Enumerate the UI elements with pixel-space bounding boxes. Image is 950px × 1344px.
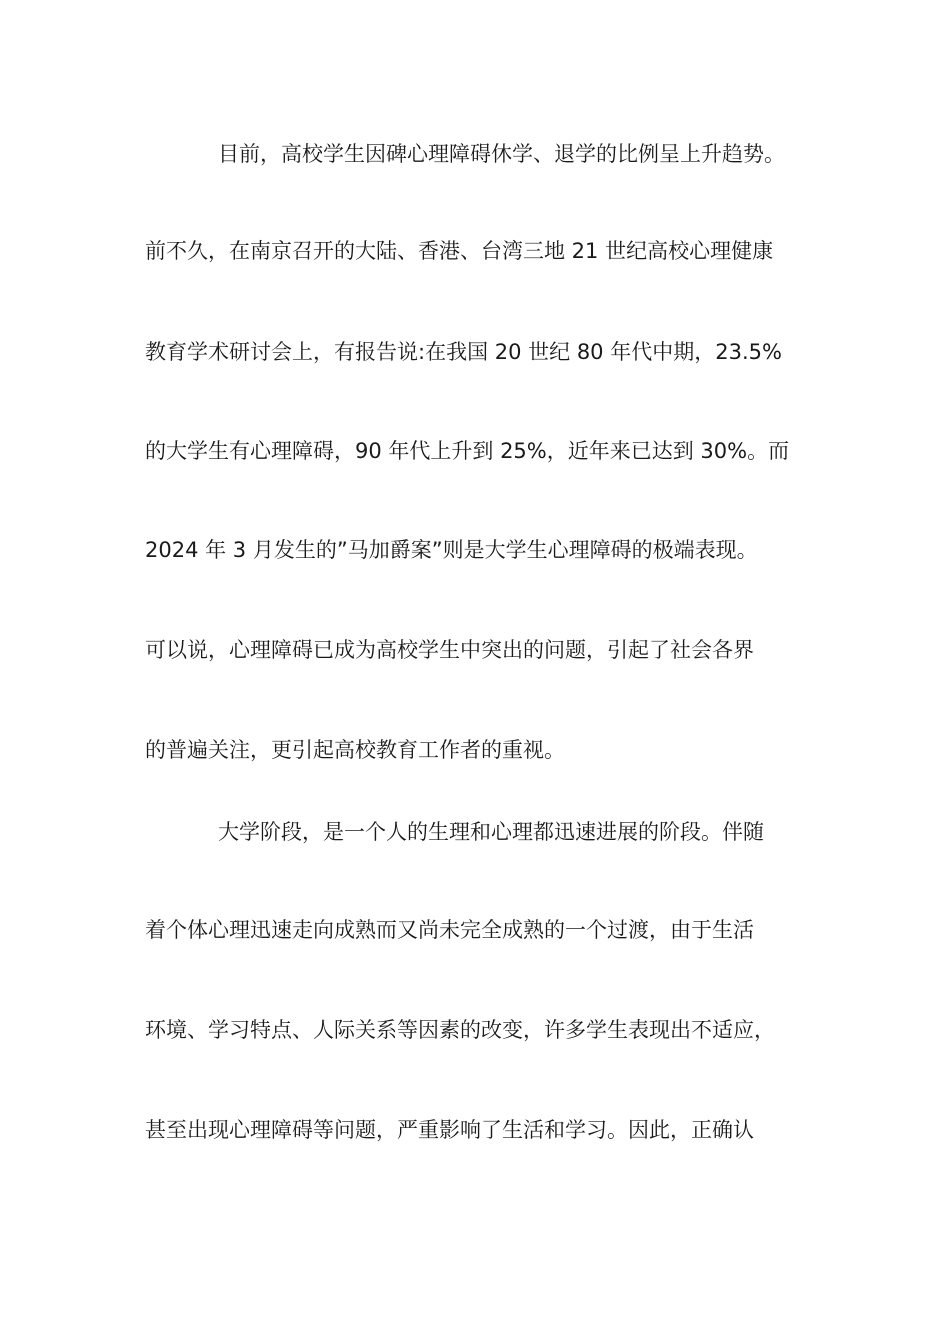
paragraph-1-line-7: 的普遍关注，更引起高校教育工作者的重视。 <box>145 738 565 762</box>
paragraph-1-line-6: 可以说，心理障碍已成为高校学生中突出的问题，引起了社会各界 <box>145 638 754 662</box>
paragraph-1-line-5: 2024 年 3 月发生的”马加爵案”则是大学生心理障碍的极端表现。 <box>145 538 758 562</box>
paragraph-1-line-1: 目前，高校学生因碑心理障碍休学、退学的比例呈上升趋势。 <box>218 142 785 166</box>
paragraph-2-line-4: 甚至出现心理障碍等问题，严重影响了生活和学习。因此，正确认 <box>145 1118 754 1142</box>
paragraph-2-line-1: 大学阶段，是一个人的生理和心理都迅速进展的阶段。伴随 <box>218 820 764 844</box>
paragraph-1-line-2: 前不久，在南京召开的大陆、香港、台湾三地 21 世纪高校心理健康 <box>145 239 774 263</box>
paragraph-1-line-4: 的大学生有心理障碍，90 年代上升到 25%，近年来已达到 30%。而 <box>145 439 790 463</box>
paragraph-2-line-3: 环境、学习特点、人际关系等因素的改变，许多学生表现出不适应， <box>145 1018 775 1042</box>
paragraph-2-line-2: 着个体心理迅速走向成熟而又尚未完全成熟的一个过渡，由于生活 <box>145 918 754 942</box>
paragraph-1-line-3: 教育学术研讨会上，有报告说:在我国 20 世纪 80 年代中期，23.5% <box>145 340 782 364</box>
